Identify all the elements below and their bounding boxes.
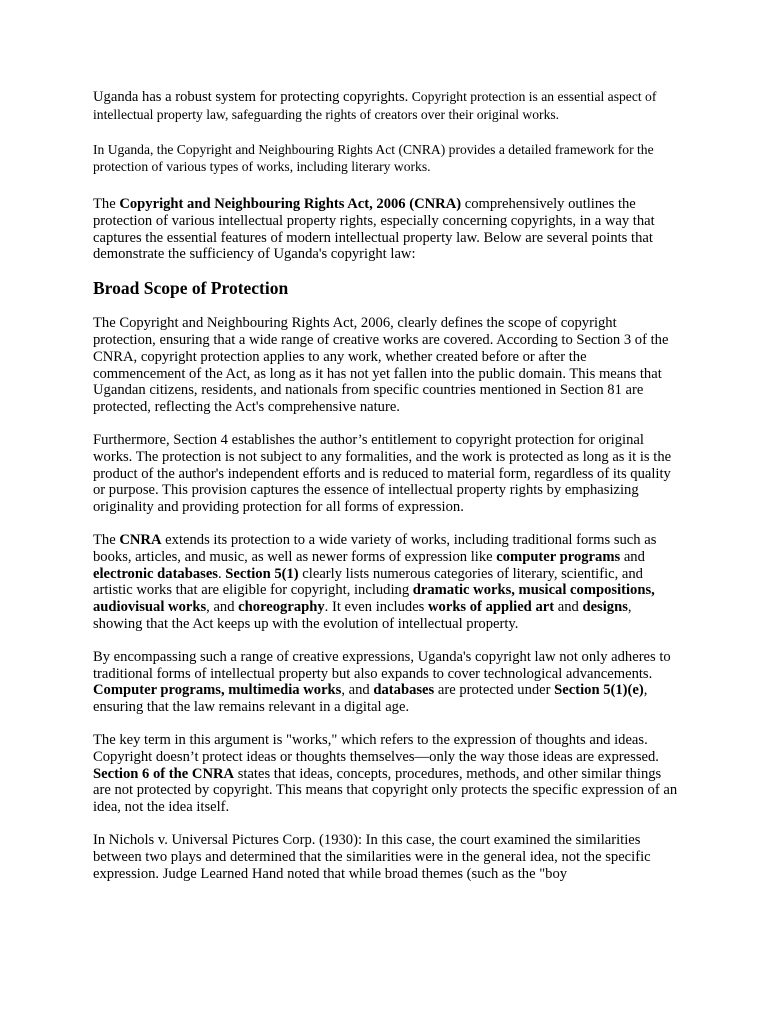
intro-paragraph-1 (93, 88, 678, 123)
text-run: comprehensively outlines the protection of various intellectual property rights, especially concerning copyrights, in a way that captures the essential features of modern intellectual property law. Below are several points that demonstrate the sufficiency of Uganda's copyright law: (93, 196, 655, 263)
bold-run: Computer programs, multimedia works (93, 682, 342, 699)
intro-paragraph-2: In Uganda, the Copyright and Neighbouring Rights Act (CNRA) provides a detailed framework for the protection of various types of works, including literary works. (93, 142, 654, 174)
scope-paragraph-2: Furthermore, Section 4 establishes the author’s entitlement to copyright protection for original works. The protection is not subject to any formalities, and the work is protected as long as it is the product of the author's independent efforts and is reduced to material form, regardless of its quality or purpose. This provision captures the essence of intellectual property rights by emphasizing originality and providing protection for all forms of expression. (93, 431, 672, 516)
bold-run: CNRA (119, 531, 162, 548)
scope-paragraph-4 (93, 649, 678, 716)
bold-run: Section 5(1)(e) (554, 682, 644, 699)
text-run: The (93, 531, 120, 548)
bold-run: electronic databases (93, 565, 218, 582)
text-run: extends its protection to a wide variety of works, including traditional forms such as books, articles, and music, as well as newer forms of expression like (93, 531, 657, 565)
text-run: states that ideas, concepts, procedures, methods, and other similar things are not protected by copyright. This means that copyright only protects the specific expression of an idea, not the idea itself. (93, 765, 678, 816)
text-run: , and (206, 599, 239, 616)
text-run: . (217, 565, 226, 582)
text-run: The key term in this argument is "works," which refers to the expression of thoughts and ideas. Copyright doesn’t protect ideas or thoughts themselves—only the way those ideas are expressed. (93, 731, 659, 765)
scope-paragraph-1: The Copyright and Neighbouring Rights Act, 2006, clearly defines the scope of copyright protection, ensuring that a wide range of creative works are covered. According to Section 3 of the CNRA, copyright protection applies to any work, whether created before or after the commencement of the Act, as long as it has not yet fallen into the public domain. This means that Ugandan citizens, residents, and nationals from specific countries mentioned in Section 81 are protected, reflecting the Act's comprehensive nature. (93, 315, 669, 416)
nichols-paragraph: In Nichols v. Universal Pictures Corp. (1930): In this case, the court examined the similarities between two plays and determined that the similarities were in the general idea, not the specific expression. Judge Learned Hand noted that while broad themes (such as the "boy (93, 831, 651, 882)
bold-run: choreography (238, 599, 325, 616)
bold-run: Section 5(1) (225, 565, 299, 582)
bold-run: Section 6 of the CNRA (93, 765, 235, 782)
section-heading: Broad Scope of Protection (93, 278, 289, 299)
text-run: and (554, 599, 583, 616)
works-paragraph (93, 732, 678, 816)
bold-run: Copyright and Neighbouring Rights Act, 2006 (CNRA) (119, 196, 462, 212)
intro-rest-text: Copyright protection is an essential aspect of intellectual property law, safeguarding the rights of creators over their original works. (93, 89, 657, 122)
text-run: are protected under (434, 682, 555, 699)
document-page (93, 88, 678, 882)
cnra-intro-paragraph (93, 196, 678, 263)
intro-lead-text: Uganda has a robust system for protecting copyrights. (93, 89, 409, 105)
text-run: . It even includes (324, 599, 428, 616)
text-run: The (93, 196, 120, 212)
text-run: , ensuring that the law remains relevant in a digital age. (93, 682, 648, 716)
text-run: , and (341, 682, 374, 699)
scope-paragraph-3 (93, 532, 678, 633)
bold-run: databases (373, 682, 435, 699)
bold-run: designs (582, 599, 628, 616)
bold-run: works of applied art (428, 599, 555, 616)
bold-run: dramatic works, musical compositions, audiovisual works (93, 582, 655, 616)
text-run: clearly lists numerous categories of literary, scientific, and artistic works that are eligible for copyright, including (93, 565, 643, 599)
text-run: , showing that the Act keeps up with the evolution of intellectual property. (93, 599, 632, 632)
text-run: By encompassing such a range of creative expressions, Uganda's copyright law not only adheres to traditional forms of intellectual property but also expands to cover technological advancements. (93, 648, 671, 682)
text-run: and (620, 548, 645, 565)
bold-run: computer programs (496, 548, 621, 565)
